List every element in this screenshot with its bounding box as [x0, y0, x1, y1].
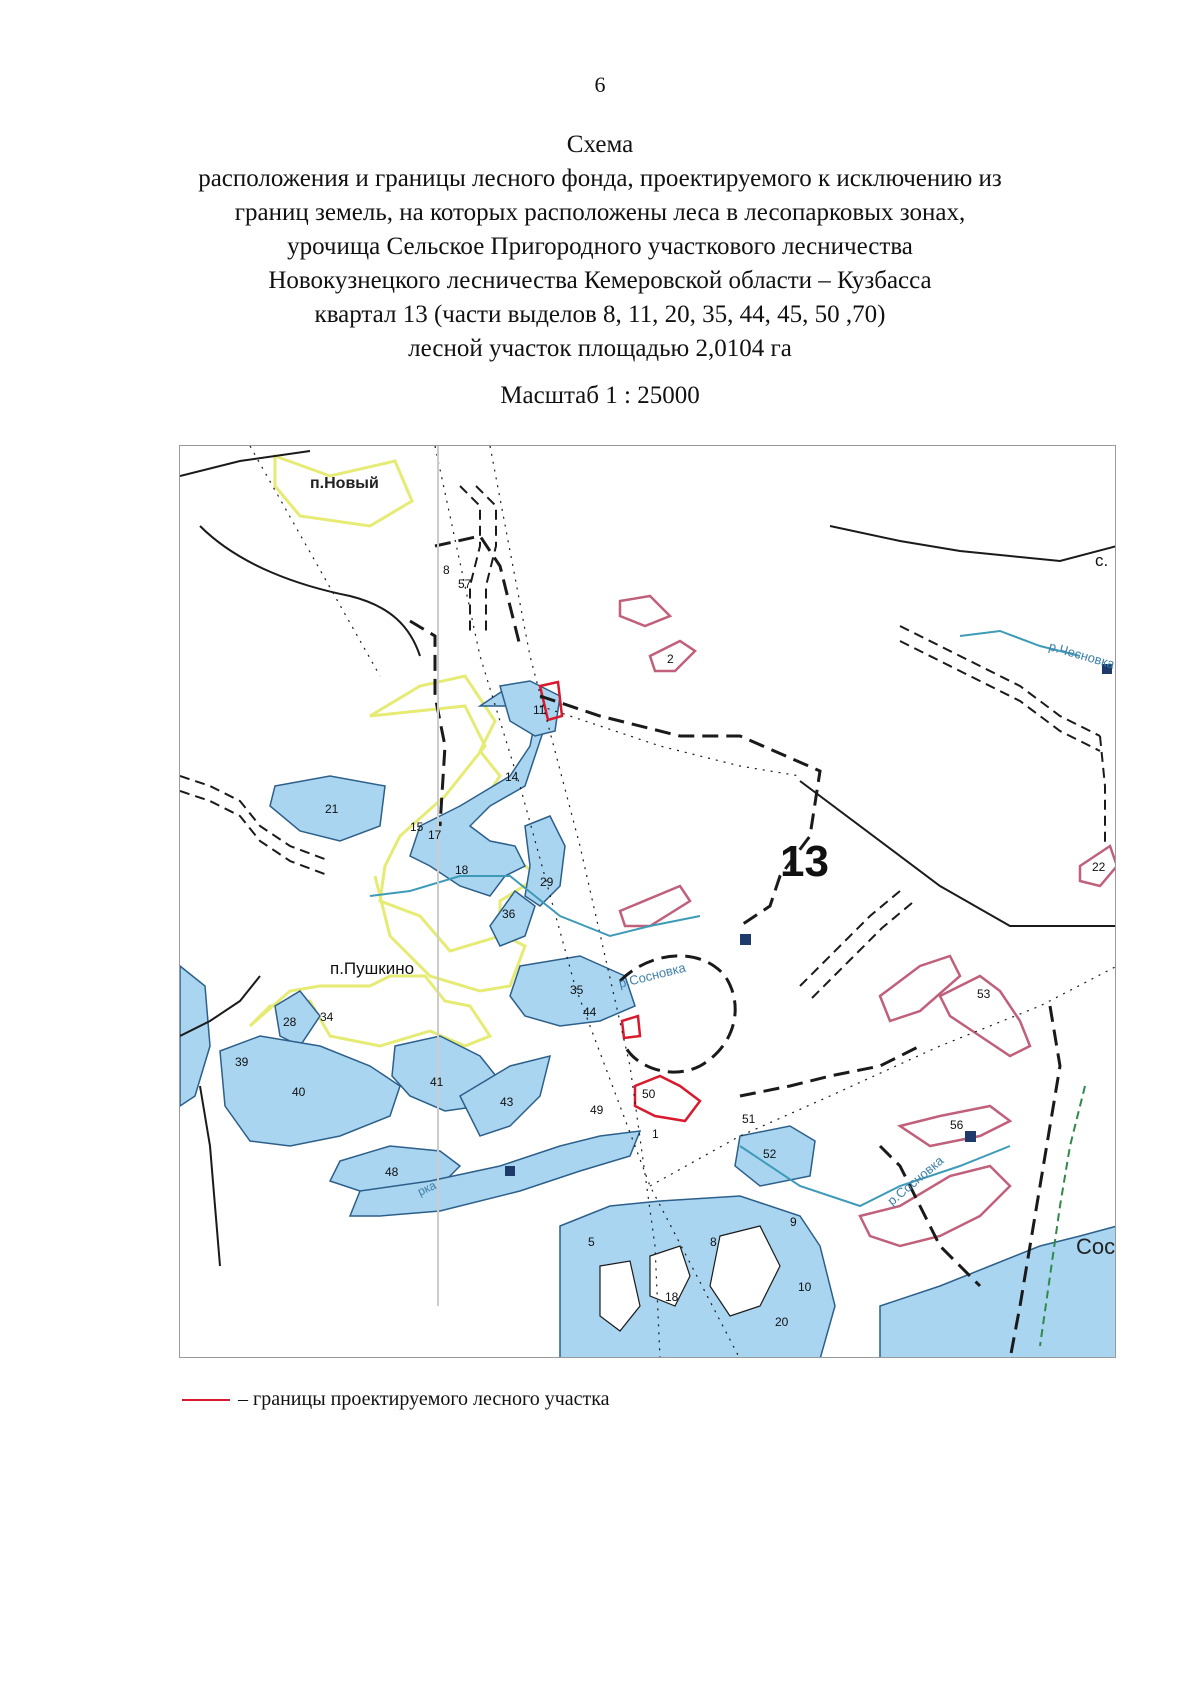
quarter-edge-east	[800, 781, 1116, 926]
plot-label: 21	[325, 802, 339, 816]
plot-label: 8	[443, 563, 450, 577]
legend	[182, 1388, 610, 1411]
plot-label: 48	[385, 1165, 399, 1179]
label-quarter-13: 13	[780, 837, 829, 886]
plot-label: 50	[642, 1087, 656, 1101]
plot-label: 40	[292, 1085, 306, 1099]
plot-label: 51	[742, 1112, 756, 1126]
label-river-fragment: рка	[415, 1178, 439, 1199]
page-number: 6	[594, 72, 606, 97]
plot-label: 36	[502, 907, 516, 921]
plot-label: 39	[235, 1055, 249, 1069]
project-boundary-mid	[622, 1016, 640, 1038]
title-line: Новокузнецкого лесничества Кемеровской области – Кузбасса	[268, 267, 932, 294]
plot-label: 15	[410, 820, 424, 834]
quarter-boundary-north	[435, 536, 520, 646]
title-block	[60, 128, 1140, 366]
title-line: квартал 13 (части выделов 8, 11, 20, 35, 44, 45, 50 ,70)	[314, 301, 886, 328]
title-line: Схема	[566, 131, 634, 158]
label-s: с.	[1095, 551, 1109, 570]
quarter-boundary-east	[740, 1046, 920, 1096]
plot-label: 52	[763, 1147, 777, 1161]
label-sos: Сос	[1076, 1234, 1116, 1259]
plot-label: 17	[428, 828, 442, 842]
plot-label: 5	[588, 1235, 595, 1249]
quarter-boundary-main	[540, 696, 820, 926]
title-line: урочища Сельское Пригородного участкового лесничества	[287, 233, 913, 260]
forest-map	[180, 446, 1116, 1358]
quarter-boundary-west	[410, 621, 445, 826]
plot-label: 29	[540, 875, 554, 889]
plot-label: 9	[790, 1215, 797, 1229]
marker-square	[965, 1131, 976, 1142]
marker-square	[740, 934, 751, 945]
plot-label: 14	[505, 770, 519, 784]
plot-label: 28	[283, 1015, 297, 1029]
legend-red-line	[182, 1399, 230, 1401]
plot-label: 10	[798, 1280, 812, 1294]
plot-label: 20	[775, 1315, 789, 1329]
road-northeast	[830, 526, 1116, 561]
legend-text: – границы проектируемого лесного участка	[238, 1388, 610, 1410]
map-frame	[179, 445, 1116, 1358]
forest-plot-40	[220, 1036, 400, 1146]
label-river-sosnovka-1: р.Сосновка	[617, 959, 688, 991]
plot-label: 18	[455, 863, 469, 877]
title-line: границ земель, на которых расположены леса в лесопарковых зонах,	[234, 199, 966, 226]
plot-label: 22	[1092, 860, 1106, 874]
road-north	[180, 451, 310, 476]
plot-label: 35	[570, 983, 584, 997]
road-southwest	[200, 1086, 220, 1266]
road-curve	[200, 526, 420, 656]
title-line: расположения и границы лесного фонда, проектируемого к исключению из	[198, 165, 1002, 192]
plot-label: 34	[320, 1010, 334, 1024]
markers	[505, 664, 1112, 1176]
pink-plot-top	[620, 596, 670, 626]
map-scale: Масштаб 1 : 25000	[500, 382, 700, 409]
band-diag-1	[800, 891, 900, 986]
band-chesnovka-1	[900, 626, 1100, 736]
plot-label: 2	[667, 652, 674, 666]
pink-plots	[620, 596, 1116, 1246]
title-line: лесной участок площадью 2,0104 га	[408, 335, 792, 362]
label-river-chesnovka: р.Чесновка	[1047, 638, 1117, 672]
marker-square	[505, 1166, 515, 1176]
dark-lines	[180, 451, 1116, 1266]
label-river-sosnovka-2: р.Сосновка	[884, 1152, 947, 1209]
plot-label: 41	[430, 1075, 444, 1089]
plot-label: 57	[458, 577, 472, 591]
label-pushkino: п.Пушкино	[330, 959, 415, 978]
plot-label: 18	[665, 1290, 679, 1304]
plot-label: 11	[533, 703, 546, 717]
plot-label: 8	[710, 1235, 717, 1249]
band-north-1	[460, 486, 480, 636]
band-right-1	[1100, 736, 1105, 846]
railway-4	[540, 706, 800, 776]
double-dash-bands	[180, 486, 1105, 998]
plot-label: 1	[652, 1127, 659, 1141]
plot-label: 49	[590, 1103, 604, 1117]
plot-label: 53	[977, 987, 991, 1001]
forest-plot-11	[500, 681, 560, 736]
plot-label: 43	[500, 1095, 514, 1109]
plot-label: 56	[950, 1118, 964, 1132]
plot-label: 44	[583, 1005, 597, 1019]
project-boundaries	[540, 682, 700, 1121]
label-novy: п.Новый	[310, 475, 379, 492]
band-north-2	[476, 486, 496, 636]
forest-plot-west-edge	[180, 966, 210, 1106]
